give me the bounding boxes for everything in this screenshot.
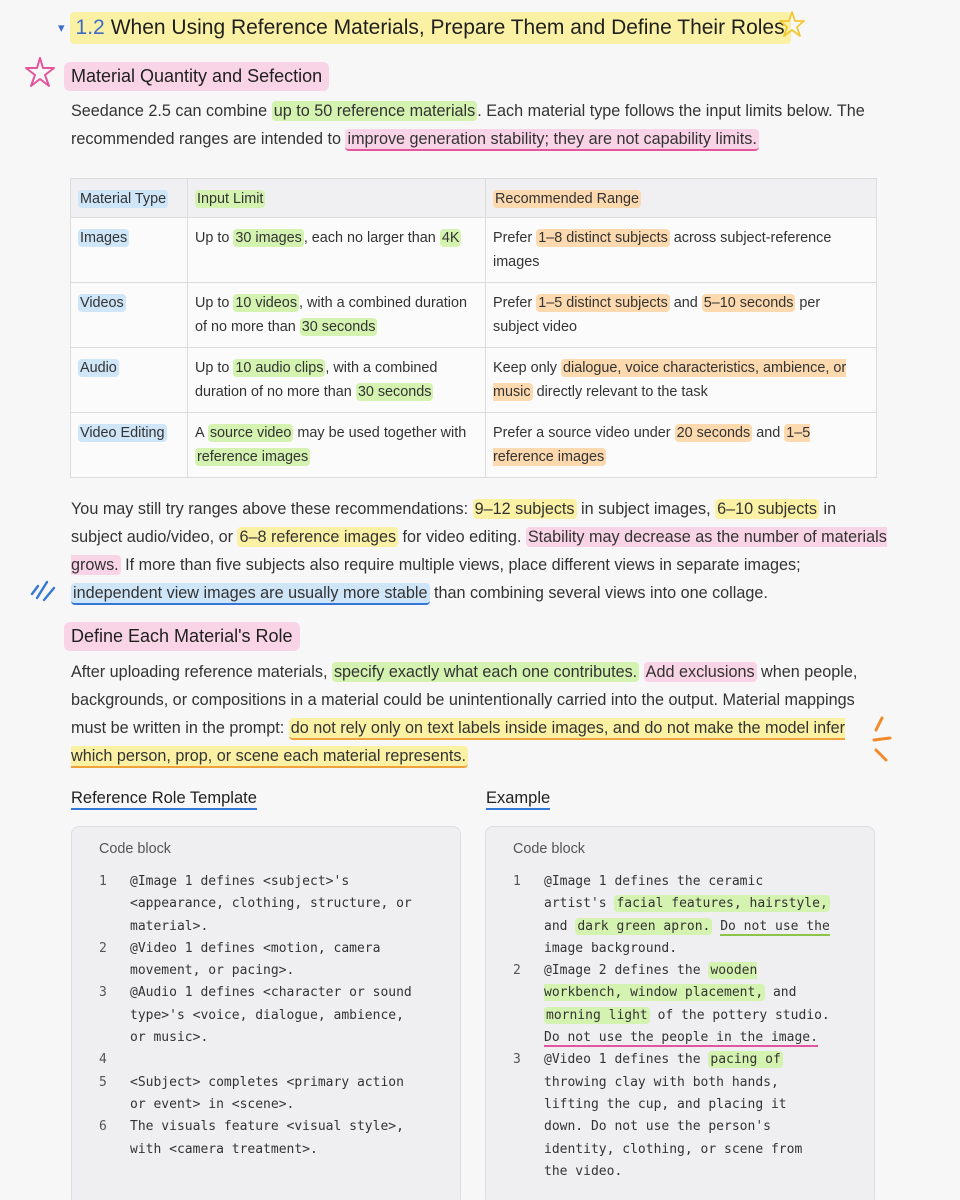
input-limit-cell: [188, 413, 486, 478]
material-type-label: Images: [80, 230, 128, 246]
line-number: 4: [99, 1052, 107, 1068]
code-text: [544, 1049, 874, 1183]
material-type-cell: [71, 348, 188, 413]
text-run: , each no larger than: [303, 230, 440, 246]
table-row: [71, 348, 877, 413]
table-row: [71, 413, 877, 478]
title-highlight: [70, 12, 791, 44]
table-header-cell: [188, 179, 486, 218]
highlight-text: wooden workbench, window placement,: [544, 963, 764, 1001]
highlight-text: Add exclusions: [645, 663, 755, 681]
template-heading: Reference Role Template: [71, 789, 257, 810]
code-text: [130, 1049, 460, 1071]
intro-paragraph: [71, 97, 891, 153]
code-text: @Audio 1 defines <character or sound type>'s <voice, dialogue, ambience, or music>.: [130, 985, 412, 1046]
highlight-text: 30 seconds: [357, 384, 432, 400]
table-header-cell: [486, 179, 877, 218]
highlight-text: 1–5 reference images: [493, 425, 811, 465]
collapse-toggle-icon[interactable]: ▾: [58, 20, 65, 35]
input-limit-cell: [188, 348, 486, 413]
material-type-label: Videos: [80, 295, 124, 311]
table-header-row: [71, 179, 877, 218]
text-run: Up to: [195, 360, 234, 376]
highlight-text: 5–10 seconds: [703, 295, 794, 311]
example-heading: Example: [486, 789, 550, 810]
example-code-block: [485, 826, 875, 1200]
code-lines: [72, 871, 460, 1161]
material-type-cell: [71, 413, 188, 478]
code-line: [72, 938, 460, 983]
code-block-label: Code block: [513, 841, 585, 857]
code-text: @Image 1 defines <subject>'s <appearance, clothing, structure, or material>.: [130, 874, 412, 934]
template-code-block: [71, 826, 461, 1200]
text-run: and: [772, 985, 797, 1001]
highlight-text: do not rely only on text labels inside images, and do not make the model infer which person, prop, or scene each material represents.: [71, 718, 845, 768]
code-line: [486, 871, 874, 960]
recommended-range-cell: [486, 413, 877, 478]
line-number: 2: [513, 963, 521, 979]
code-text: [544, 871, 874, 960]
text-run: If more than five subjects also require multiple views, place different views in separate images;: [120, 556, 801, 574]
highlight-text: Do not use the people in the image.: [544, 1030, 818, 1046]
highlight-text: 30 seconds: [301, 319, 376, 335]
page-title: When Using Reference Materials, Prepare Them and Define Their Roles: [110, 16, 785, 39]
code-line: [72, 1049, 460, 1071]
text-run: Prefer a source video under: [493, 425, 675, 441]
text-run: directly relevant to the task: [532, 384, 708, 400]
star-icon: [24, 56, 56, 88]
text-run: per subject video: [493, 295, 821, 335]
text-run: A: [195, 425, 208, 441]
recommended-range-cell: [486, 218, 877, 283]
text-run: After uploading reference materials,: [71, 663, 332, 681]
line-number: 6: [99, 1119, 107, 1135]
text-run: Prefer: [493, 295, 537, 311]
text-run: than combining several views into one collage.: [429, 584, 768, 602]
text-run: @Video 1 defines the: [544, 1052, 709, 1068]
code-text: <Subject> completes <primary action or event> in <scene>.: [130, 1074, 404, 1112]
recommended-range-cell: [486, 283, 877, 348]
highlight-text: 30 images: [235, 230, 302, 246]
text-run: and: [669, 295, 702, 311]
highlight-text: dialogue, voice characteristics, ambience, or music: [493, 360, 847, 400]
section-title: [58, 10, 791, 46]
text-run: across subject-reference images: [493, 230, 832, 270]
highlight-text: pacing of: [710, 1052, 781, 1068]
code-text: The visuals feature <visual style>, with <camera treatment>.: [130, 1119, 404, 1157]
text-run: of the pottery studio.: [657, 1007, 830, 1023]
highlight-text: 6–10 subjects: [717, 500, 817, 518]
code-line: [72, 1116, 460, 1161]
highlight-text: specify exactly what each one contributes.: [333, 663, 638, 681]
header-label: Input Limit: [197, 191, 264, 207]
highlight-text: 10 videos: [235, 295, 298, 311]
section-heading-define-roles: Define Each Material's Role: [64, 622, 300, 651]
highlight-text: Stability may decrease as the number of materials grows.: [71, 528, 887, 574]
code-line: [486, 1049, 874, 1183]
text-run: for video editing.: [398, 528, 526, 546]
material-type-cell: [71, 218, 188, 283]
material-type-label: Video Editing: [80, 425, 165, 441]
material-type-cell: [71, 283, 188, 348]
intro-text: . Each material type follows the input limits below. The recommended ranges are intended to: [71, 102, 865, 148]
highlight-text: Do not use the: [720, 918, 830, 934]
table-header-cell: [71, 179, 188, 218]
code-text: @Video 1 defines <motion, camera movement, or pacing>.: [130, 940, 381, 979]
code-line: [72, 1072, 460, 1117]
text-run: may be used together with: [293, 425, 467, 441]
line-number: 5: [99, 1074, 107, 1090]
sparks-icon: [868, 714, 898, 766]
section-heading-material-quantity: Material Quantity and Sefection: [64, 62, 329, 91]
code-block-label: Code block: [99, 841, 171, 857]
highlight-text: morning light: [546, 1007, 648, 1023]
header-label: Material Type: [80, 191, 167, 207]
text-run: and: [544, 918, 568, 934]
code-line: [72, 871, 460, 938]
highlight-text: dark green apron.: [577, 918, 711, 934]
text-run: and: [752, 425, 785, 441]
table-row: [71, 283, 877, 348]
line-number: 2: [99, 940, 107, 956]
text-run: image background.: [544, 940, 678, 956]
text-run: Up to: [195, 295, 234, 311]
line-number: 1: [513, 874, 521, 889]
text-run: Keep only: [493, 360, 562, 376]
highlight-text: 6–8 reference images: [239, 528, 397, 546]
section-number: 1.2: [75, 16, 105, 39]
text-run: You may still try ranges above these recommendations:: [71, 500, 473, 518]
sparks-icon: [28, 568, 58, 604]
header-label: Recommended Range: [495, 191, 639, 207]
text-run: @Image 2 defines the: [544, 963, 709, 979]
star-icon: [778, 10, 806, 38]
line-number: 3: [513, 1052, 521, 1068]
highlight-text: reference images: [197, 449, 309, 465]
input-limit-cell: [188, 283, 486, 348]
highlight-text: 4K: [441, 230, 460, 246]
text-run: throwing clay with both hands, lifting the cup, and placing it down. Do not use the person's identity, clothing, or scene from the video.: [544, 1074, 803, 1179]
highlight-text: 1–8 distinct subjects: [538, 230, 668, 246]
table-row: [71, 218, 877, 283]
intro-text: Seedance 2.5 can combine: [71, 102, 272, 120]
line-number: 3: [99, 985, 107, 1001]
recommended-range-cell: [486, 348, 877, 413]
highlight-text: improve generation stability; they are not capability limits.: [345, 129, 758, 151]
text-run: , with a combined duration of no more than: [195, 360, 438, 400]
materials-table: [70, 178, 877, 478]
code-lines: [486, 871, 874, 1183]
code-line: [486, 960, 874, 1049]
code-text: [544, 960, 874, 1049]
highlight-text: independent view images are usually more stable: [71, 583, 430, 605]
line-number: 1: [99, 874, 107, 889]
recommendations-paragraph: [71, 495, 891, 607]
highlight-text: source video: [209, 425, 292, 441]
text-run: in subject audio/video, or: [71, 500, 837, 546]
text-run: [639, 663, 644, 681]
text-run: , with a combined duration of no more than: [195, 295, 468, 335]
highlight-text: 10 audio clips: [235, 360, 324, 376]
highlight-text: up to 50 reference materials: [273, 102, 476, 120]
text-run: Up to: [195, 230, 234, 246]
material-type-label: Audio: [80, 360, 117, 376]
input-limit-cell: [188, 218, 486, 283]
code-line: [72, 982, 460, 1049]
roles-paragraph: [71, 658, 871, 770]
text-run: in subject images,: [576, 500, 716, 518]
text-run: @Image 1 defines the ceramic artist's: [544, 874, 764, 912]
text-run: when people, backgrounds, or compositions in a material could be unintentionally carried into the output. Material mappings must be written in the prompt:: [71, 663, 858, 737]
highlight-text: facial features, hairstyle,: [616, 896, 828, 912]
highlight-text: 20 seconds: [676, 425, 751, 441]
highlight-text: 9–12 subjects: [474, 500, 575, 518]
text-run: Prefer: [493, 230, 537, 246]
highlight-text: 1–5 distinct subjects: [538, 295, 668, 311]
